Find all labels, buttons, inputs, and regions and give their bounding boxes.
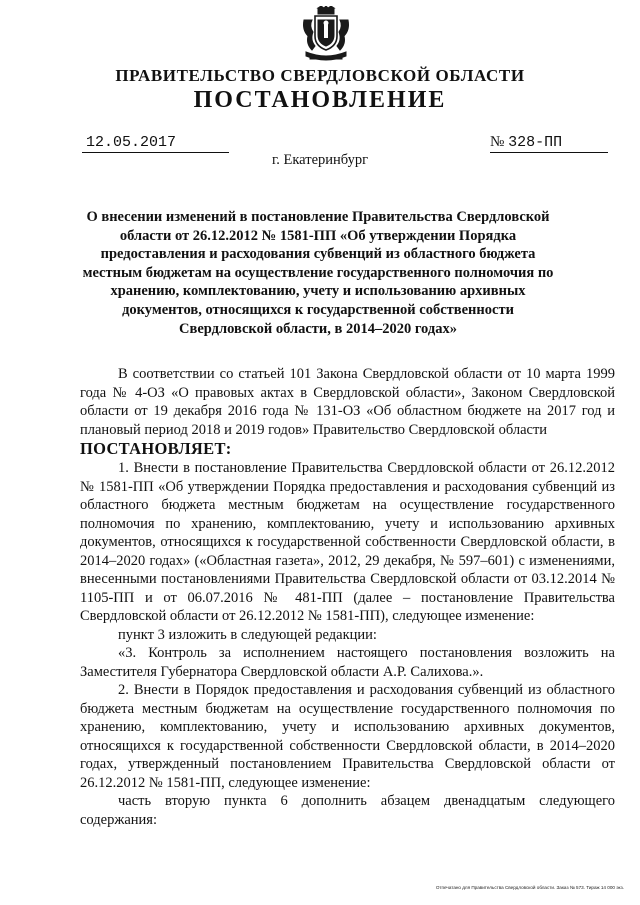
print-footer: Отпечатано для Правительства Свердловской области. Заказ № 573. Тираж 14 000 экз. <box>435 885 624 890</box>
decree-number <box>490 134 608 153</box>
paragraph-1a: пункт 3 изложить в следующей редакции: <box>118 626 377 643</box>
coat-of-arms-icon <box>300 6 352 64</box>
city: г. Екатеринбург <box>271 152 369 168</box>
decree-heading: О внесении изменений в постановление Правительства Свердловской области от 26.12.2012 № 1581-ПП «Об утверждении Порядка предоставления и расходования субвенций из областного бюджета местным бюджетам на осуществление государственного полномочия по хранению, комплектованию, учету и использованию архивных документов, относящихся к государственной собственности Свердловской области, в 2014–2020 годах» <box>82 209 554 337</box>
paragraph-2: 2. Внести в Порядок предоставления и расходования субвенций из областного бюджета местным бюджетам на осуществление государственного полномочия по хранению, комплектованию, учету и использованию архивных документов, относящихся к государственной собственности Свердловской области, в 2014–2020 годах, утвержденный постановлением Правительства Свердловской области от 26.12.2012 № 1581-ПП, следующее изменение: <box>80 682 615 791</box>
number-sign: № <box>490 134 509 150</box>
postanovlyaet-label: ПОСТАНОВЛЯЕТ: <box>80 439 232 458</box>
number-value: 328-ПП <box>508 134 563 151</box>
paragraph-2a: часть вторую пункта 6 дополнить абзацем двенадцатым следующего содержания: <box>80 793 615 828</box>
decree-date: 12.05.2017 <box>82 134 229 153</box>
decree-body <box>80 365 615 829</box>
government-title: ПРАВИТЕЛЬСТВО СВЕРДЛОВСКОЙ ОБЛАСТИ <box>115 66 525 85</box>
decree-title: ПОСТАНОВЛЕНИЕ <box>193 87 447 113</box>
paragraph-1: 1. Внести в постановление Правительства Свердловской области от 26.12.2012 № 1581-ПП «Об утверждении Порядка предоставления и расходования субвенций из областного бюджета местным бюджетам на осуществление государственного полномочия по хранению, комплектованию, учету и использованию архивных документов, относящихся к государственной собственности Свердловской области, в 2014–2020 годах» («Областная газета», 2012, 29 декабря, № 597–601) с изменениями, внесенными постановлениями Правительства Свердловской области от 03.12.2014 № 1105-ПП и от 06.07.2016 № 481-ПП (далее – постановление Правительства Свердловской области от 26.12.2012 № 1581-ПП), следующее изменение: <box>80 460 615 624</box>
paragraph-1b: «3. Контроль за исполнением настоящего постановления возложить на Заместителя Губернатора Свердловской области А.Р. Салихова.». <box>80 645 615 680</box>
intro-paragraph: В соответствии со статьей 101 Закона Свердловской области от 10 марта 1999 года № 4-ОЗ «О правовых актах в Свердловской области», Законом Свердловской области от 19 декабря 2016 года № 131-ОЗ «Об областном бюджете на 2017 год и плановый период 2018 и 2019 годов» Правительство Свердловской области <box>80 366 615 438</box>
